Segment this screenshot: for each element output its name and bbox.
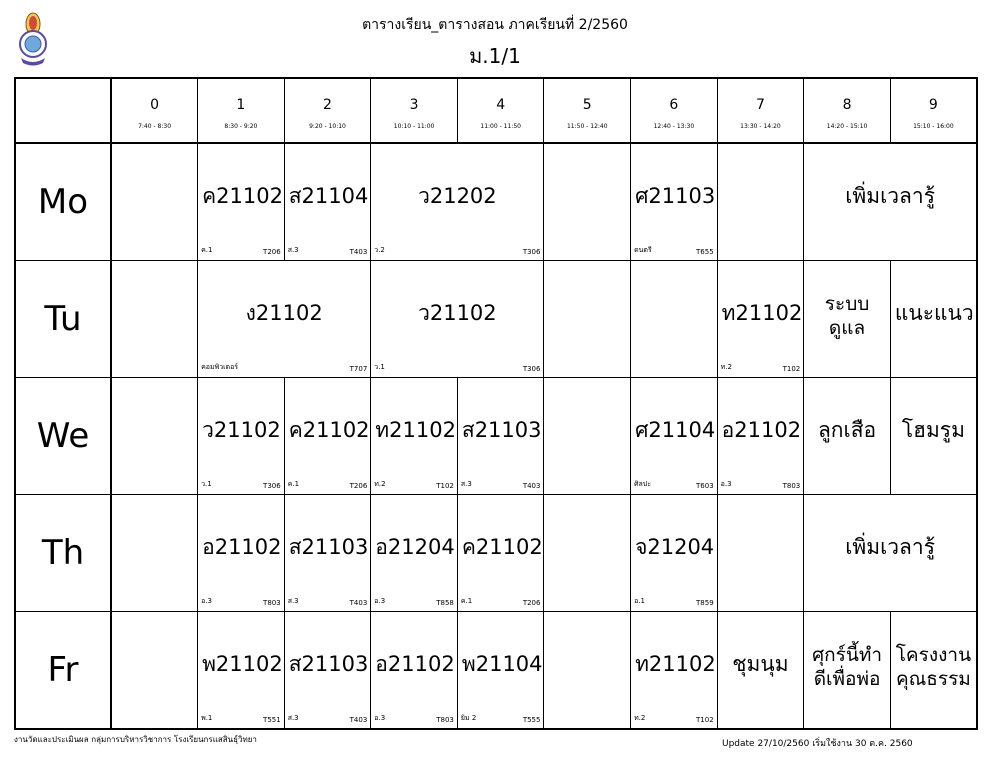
period-header-cell (804, 78, 891, 143)
teacher-label: ว.1 (374, 363, 385, 371)
period-number: 4 (496, 97, 506, 113)
teacher-label: อ.3 (720, 480, 732, 488)
subject-code: ชุมนุม (732, 652, 789, 677)
period-time: 13:30 - 14:20 (740, 123, 781, 130)
period-time: 14:20 - 15:10 (826, 123, 868, 130)
room-label: T603 (696, 482, 714, 490)
period-time: 11:00 - 11:50 (480, 123, 521, 130)
room-label: T306 (522, 365, 541, 373)
room-label: T655 (696, 248, 714, 256)
subject-cell (371, 495, 458, 612)
subject-cell (631, 143, 718, 261)
room-label: T803 (782, 482, 801, 490)
page-title: ตารางเรียน_ตารางสอน ภาคเรียนที่ 2/2560 (362, 17, 628, 33)
teacher-label: ยิม 2 (460, 714, 477, 722)
subject-code: จ21204 (635, 535, 715, 560)
empty-cell (111, 612, 198, 730)
room-label: T306 (522, 248, 541, 256)
subject-code: ศ21103 (635, 184, 716, 209)
subject-cell (890, 378, 977, 495)
empty-cell (111, 495, 198, 612)
day-row (15, 261, 977, 378)
period-header-cell (457, 78, 544, 143)
teacher-label: อ.3 (374, 714, 386, 722)
period-time: 8:30 - 9:20 (224, 123, 258, 130)
subject-cell (284, 495, 371, 612)
subject-cell (371, 612, 458, 730)
room-label: T403 (522, 482, 541, 490)
period-header-cell (717, 78, 804, 143)
subject-cell (804, 143, 977, 261)
day-name: We (15, 378, 111, 495)
day-name: Mo (15, 143, 111, 261)
teacher-label: อ.1 (634, 597, 645, 605)
period-header-cell (198, 78, 285, 143)
subject-code: ศุกร์นี้ทำดีเพื่อพ่อ (812, 644, 883, 690)
empty-cell (111, 261, 198, 378)
day-name: Tu (15, 261, 111, 378)
room-label: T858 (436, 599, 454, 607)
subject-cell (457, 612, 544, 730)
teacher-label: ท.2 (374, 480, 386, 488)
teacher-label: ส.3 (287, 714, 299, 722)
subject-cell (631, 495, 718, 612)
room-label: T707 (349, 365, 368, 373)
subject-code: ส21103 (288, 535, 369, 560)
teacher-label: ว.2 (374, 246, 385, 254)
room-label: T102 (436, 482, 454, 490)
teacher-label: ดนตรี (634, 246, 652, 254)
room-label: T803 (263, 599, 281, 607)
period-number: 0 (150, 97, 159, 113)
teacher-label: คอมพิวเตอร์ (201, 363, 239, 371)
teacher-label: ท.2 (720, 363, 732, 371)
subject-cell (198, 495, 285, 612)
teacher-label: อ.3 (374, 597, 386, 605)
subject-code: ท21102 (721, 301, 803, 326)
day-name: Th (15, 495, 111, 612)
period-header-cell (111, 78, 198, 143)
subject-cell (890, 612, 977, 730)
room-label: T403 (349, 599, 368, 607)
teacher-label: ท.2 (634, 714, 646, 722)
subject-code: ว21102 (418, 301, 497, 326)
subject-cell (804, 378, 891, 495)
period-time: 11:50 - 12:40 (566, 123, 608, 130)
period-time: 7:40 - 8:30 (138, 123, 172, 130)
subject-cell (198, 261, 371, 378)
subject-code: เพิ่มเวลารู้ (845, 184, 935, 209)
period-time: 12:40 - 13:30 (653, 123, 695, 130)
room-label: T206 (522, 599, 541, 607)
empty-cell (111, 378, 198, 495)
subject-code: ค21102 (288, 418, 370, 443)
teacher-label: พ.1 (201, 714, 213, 722)
subject-code: ค21102 (202, 184, 283, 209)
room-label: T403 (349, 248, 368, 256)
subject-cell (284, 612, 371, 730)
footer-department: งานวัดและประเมินผล กลุ่มการบริหารวิชาการ โรงเรียนกรแสสินธุ์วิทยา (14, 735, 257, 744)
subject-cell (804, 495, 977, 612)
subject-cell (371, 378, 458, 495)
teacher-label: ส.3 (460, 480, 472, 488)
subject-code: เพิ่มเวลารู้ (845, 535, 935, 560)
subject-code: อ21204 (375, 535, 455, 560)
period-number: 6 (669, 97, 679, 113)
period-header-cell (284, 78, 371, 143)
subject-code: โฮมรูม (901, 418, 965, 443)
timetable (14, 77, 978, 730)
day-row (15, 495, 977, 612)
subject-code: ระบบดูแล (824, 293, 870, 339)
subject-cell (717, 261, 804, 378)
teacher-label: ส.3 (287, 246, 299, 254)
subject-cell (804, 261, 891, 378)
subject-code: ว21202 (418, 184, 497, 209)
class-name: ม.1/1 (469, 44, 521, 68)
corner-cell (15, 78, 111, 143)
subject-code: ว21102 (202, 418, 281, 443)
empty-cell (544, 612, 631, 730)
subject-code: ส21103 (461, 418, 542, 443)
subject-code: ท21102 (635, 652, 716, 677)
empty-cell (544, 261, 631, 378)
subject-cell (371, 143, 544, 261)
day-row (15, 143, 977, 261)
subject-code: แนะแนว (894, 301, 974, 326)
subject-code: โครงงานคุณธรรม (895, 644, 972, 690)
subject-cell (457, 378, 544, 495)
subject-cell (804, 612, 891, 730)
period-number: 3 (409, 97, 419, 113)
teacher-label: ค.1 (201, 246, 213, 254)
subject-code: อ21102 (202, 535, 282, 560)
period-header-cell (631, 78, 718, 143)
room-label: T206 (263, 248, 281, 256)
teacher-label: ว.1 (201, 480, 212, 488)
room-label: T859 (696, 599, 714, 607)
empty-cell (717, 143, 804, 261)
room-label: T306 (263, 482, 281, 490)
subject-cell (371, 261, 544, 378)
empty-cell (544, 495, 631, 612)
empty-cell (544, 378, 631, 495)
period-number: 7 (755, 97, 765, 113)
room-label: T403 (349, 716, 368, 724)
subject-code: พ21102 (202, 652, 283, 677)
period-number: 8 (842, 97, 852, 113)
subject-code: ศ21104 (635, 418, 716, 443)
period-time: 10:10 - 11:00 (393, 123, 435, 130)
teacher-label: ส.3 (287, 597, 299, 605)
period-number: 5 (582, 97, 592, 113)
subject-code: ค21102 (461, 535, 543, 560)
teacher-label: ค.1 (287, 480, 300, 488)
room-label: T206 (349, 482, 368, 490)
subject-cell (717, 612, 804, 730)
period-header-cell (371, 78, 458, 143)
room-label: T551 (263, 716, 281, 724)
teacher-label: ศิลปะ (634, 480, 651, 488)
teacher-label: ค.1 (460, 597, 473, 605)
empty-cell (717, 495, 804, 612)
subject-code: อ21102 (375, 652, 455, 677)
subject-code: ส21103 (288, 652, 369, 677)
period-header-cell (544, 78, 631, 143)
period-number: 9 (928, 97, 938, 113)
period-time: 9:20 - 10:10 (309, 123, 346, 130)
empty-cell (111, 143, 198, 261)
subject-code: อ21102 (721, 418, 802, 443)
period-time: 15:10 - 16:00 (913, 123, 954, 130)
subject-cell (890, 261, 977, 378)
day-row (15, 378, 977, 495)
empty-cell (631, 261, 718, 378)
room-label: T555 (522, 716, 541, 724)
period-number: 1 (236, 97, 246, 113)
room-label: T803 (436, 716, 454, 724)
subject-code: ลูกเสือ (817, 418, 877, 443)
subject-code: ท21102 (375, 418, 456, 443)
day-name: Fr (15, 612, 111, 730)
subject-cell (631, 378, 718, 495)
subject-code: ส21104 (288, 184, 369, 209)
footer-update-info: Update 27/10/2560 เริ่มใช้งาน 30 ต.ค. 2560 (722, 739, 913, 749)
subject-code: พ21104 (461, 652, 543, 677)
room-label: T102 (782, 365, 801, 373)
subject-cell (631, 612, 718, 730)
subject-cell (198, 378, 285, 495)
subject-cell (198, 612, 285, 730)
empty-cell (544, 143, 631, 261)
period-header-cell (890, 78, 977, 143)
period-header-row (15, 78, 977, 143)
subject-code: ง21102 (245, 301, 323, 326)
teacher-label: อ.3 (201, 597, 212, 605)
period-number: 2 (323, 97, 332, 113)
subject-cell (717, 378, 804, 495)
day-row (15, 612, 977, 730)
subject-cell (457, 495, 544, 612)
subject-cell (284, 378, 371, 495)
subject-cell (198, 143, 285, 261)
subject-cell (284, 143, 371, 261)
room-label: T102 (696, 716, 714, 724)
